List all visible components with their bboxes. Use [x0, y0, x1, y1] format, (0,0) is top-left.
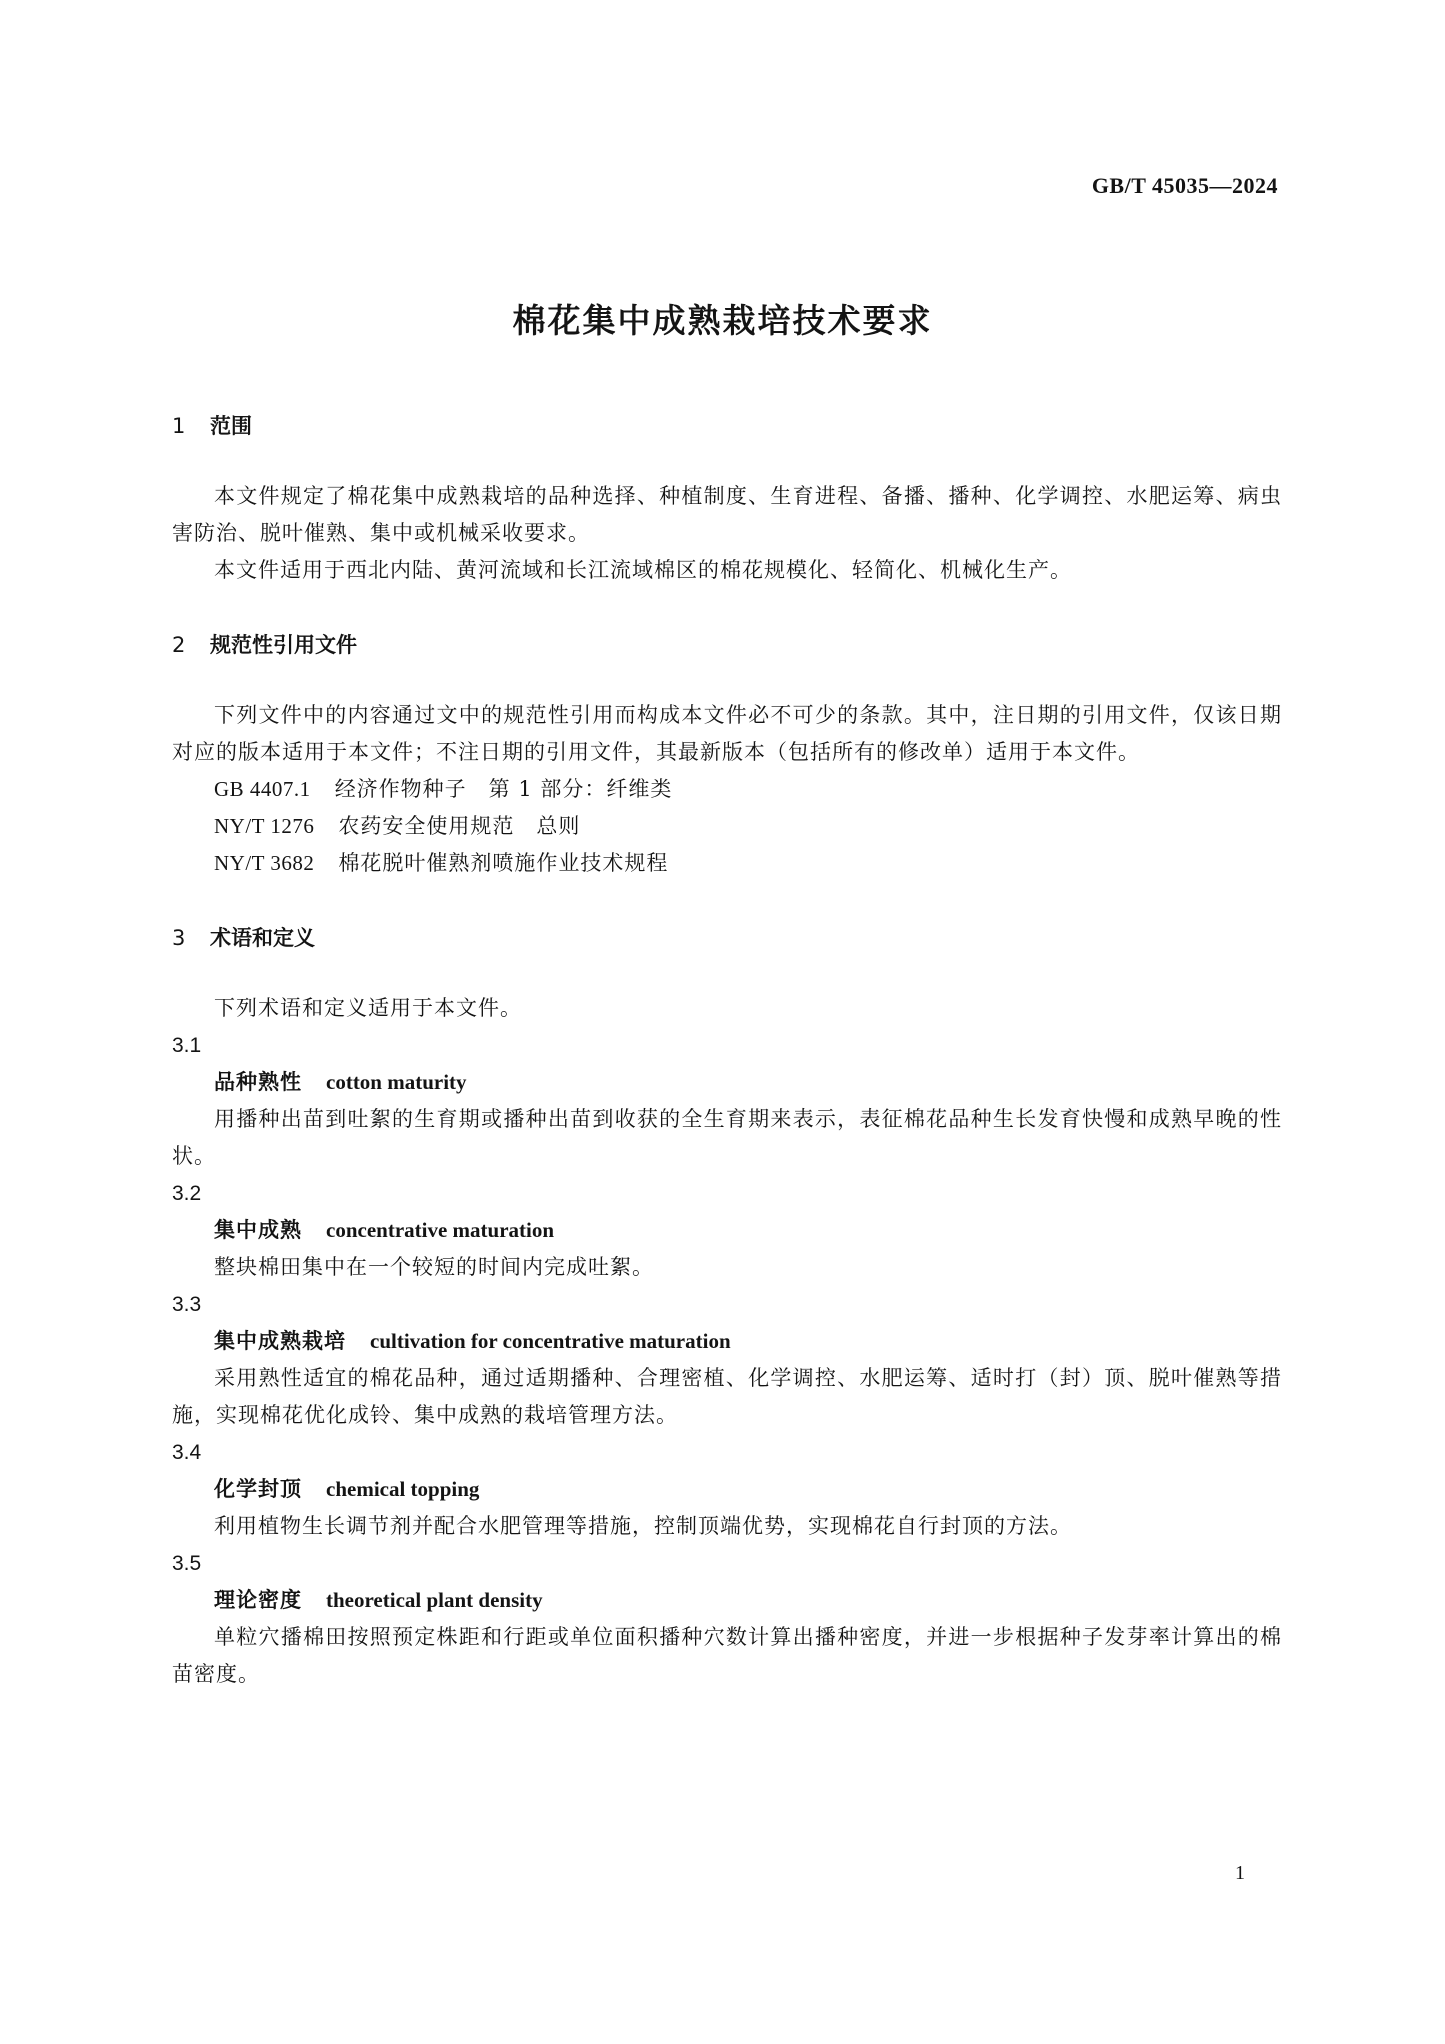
reference-title: 棉花脱叶催熟剂喷施作业技术规程 — [338, 851, 669, 875]
term-name-en: cotton maturity — [326, 1070, 467, 1094]
document-title: 棉花集中成熟栽培技术要求 — [512, 301, 933, 340]
term-name-en: theoretical plant density — [326, 1588, 543, 1612]
section-number: 3 — [172, 926, 186, 950]
term-name-zh: 理论密度 — [214, 1588, 302, 1612]
section-heading — [172, 920, 1282, 956]
term-name — [172, 1212, 1282, 1249]
term-definition: 采用熟性适宜的棉花品种，通过适期播种、合理密植、化学调控、水肥运筹、适时打（封）顶、脱叶催熟等措施，实现棉花优化成铃、集中成熟的栽培管理方法。 — [172, 1366, 1282, 1427]
term-definition: 单粒穴播棉田按照预定株距和行距或单位面积播种穴数计算出播种密度，并进一步根据种子发芽率计算出的棉苗密度。 — [172, 1625, 1282, 1686]
section-heading — [172, 627, 1282, 663]
term-name-zh: 品种熟性 — [214, 1070, 302, 1094]
section-normative-references — [172, 627, 1282, 882]
reference-item — [172, 845, 1282, 882]
reference-item — [172, 771, 1282, 808]
term-definition: 利用植物生长调节剂并配合水肥管理等措施，控制顶端优势，实现棉花自行封顶的方法。 — [214, 1514, 1072, 1538]
section-number: 2 — [172, 633, 186, 657]
term-name — [172, 1064, 1282, 1101]
term-name-zh: 集中成熟栽培 — [214, 1329, 346, 1353]
section-title: 术语和定义 — [210, 926, 315, 950]
section-title: 范围 — [210, 414, 252, 438]
term-number: 3.5 — [172, 1552, 202, 1575]
section-terms-definitions — [172, 920, 1282, 1693]
term-number: 3.4 — [172, 1441, 202, 1464]
section-scope — [172, 408, 1282, 589]
term-name-en: concentrative maturation — [326, 1218, 555, 1242]
reference-code: NY/T 3682 — [214, 851, 315, 875]
term-entry — [172, 1286, 1282, 1434]
term-name-en: chemical topping — [326, 1477, 480, 1501]
term-entry — [172, 1434, 1282, 1545]
reference-title: 农药安全使用规范 总则 — [338, 814, 581, 838]
term-name — [172, 1471, 1282, 1508]
term-definition: 整块棉田集中在一个较短的时间内完成吐絮。 — [214, 1255, 654, 1279]
paragraph: 下列文件中的内容通过文中的规范性引用而构成本文件必不可少的条款。其中，注日期的引用文件，仅该日期对应的版本适用于本文件；不注日期的引用文件，其最新版本（包括所有的修改单）适用于本文件。 — [172, 703, 1282, 764]
term-name-zh: 化学封顶 — [214, 1477, 302, 1501]
reference-code: NY/T 1276 — [214, 814, 315, 838]
reference-code: GB 4407.1 — [214, 777, 311, 801]
term-entry — [172, 1545, 1282, 1693]
term-number: 3.3 — [172, 1293, 202, 1316]
paragraph: 本文件规定了棉花集中成熟栽培的品种选择、种植制度、生育进程、备播、播种、化学调控、水肥运筹、病虫害防治、脱叶催熟、集中或机械采收要求。 — [172, 484, 1282, 545]
reference-title: 经济作物种子 第 1 部分：纤维类 — [334, 777, 673, 801]
paragraph: 下列术语和定义适用于本文件。 — [214, 996, 522, 1020]
document-body — [172, 408, 1282, 1693]
standard-code: GB/T 45035—2024 — [1091, 173, 1278, 198]
term-name — [172, 1582, 1282, 1619]
section-title: 规范性引用文件 — [210, 633, 357, 657]
term-number: 3.2 — [172, 1182, 202, 1205]
term-name — [172, 1323, 1282, 1360]
term-number: 3.1 — [172, 1034, 202, 1057]
term-name-zh: 集中成熟 — [214, 1218, 302, 1242]
term-entry — [172, 1027, 1282, 1175]
section-heading — [172, 408, 1282, 444]
term-name-en: cultivation for concentrative maturation — [370, 1329, 731, 1353]
reference-item — [172, 808, 1282, 845]
term-definition: 用播种出苗到吐絮的生育期或播种出苗到收获的全生育期来表示，表征棉花品种生长发育快慢和成熟早晚的性状。 — [172, 1107, 1282, 1168]
term-entry — [172, 1175, 1282, 1286]
page-number: 1 — [1235, 1862, 1245, 1884]
paragraph: 本文件适用于西北内陆、黄河流域和长江流域棉区的棉花规模化、轻简化、机械化生产。 — [214, 558, 1072, 582]
section-number: 1 — [172, 414, 186, 438]
